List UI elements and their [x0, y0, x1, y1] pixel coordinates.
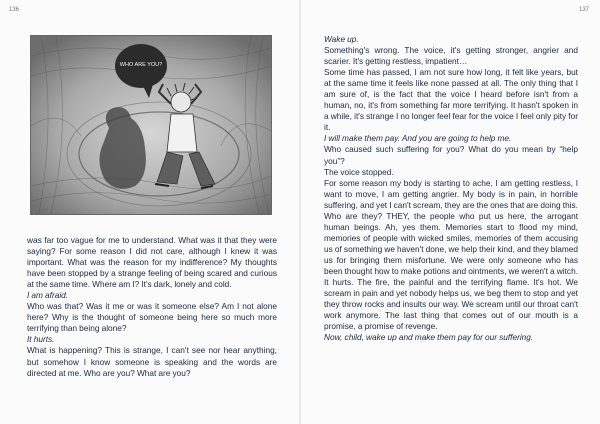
- paragraph: was far too vague for me to understand. What was it that they were saying? For some reason I did not care, although I knew it was important. What was the reason for my indifference? My thoughts have been stopped by a strange feeling of being scared and curious at the same time. Where am I? It's dark, lonely and cold.: [27, 235, 277, 290]
- right-page: [301, 0, 600, 424]
- paragraph: Something's wrong. The voice, it's getting stronger, angrier and scarier. It's getting restless, impatient…: [324, 45, 578, 67]
- paragraph-italic: Now, child, wake up and make them pay for our suffering.: [324, 332, 534, 343]
- pencil-drawing: [31, 36, 271, 214]
- paragraph: Some time has passed, I am not sure how long, it felt like years, but at the same time it feels like none passed at all. The only thing that I am sure of, is the fact that the voice I heard before isn't from a human, no, it's from something far more terrifying. It hasn't spoken in a while, it's strange I no longer feel fear for the voice I feel only pity for it.: [324, 67, 578, 133]
- paragraph: Who was that? Was it me or was it someone else? Am I not alone here? Why is the thought of someone being here so much more terrifying than being alone?: [27, 301, 277, 334]
- left-page: [0, 0, 299, 424]
- right-page-text: [324, 34, 578, 343]
- illustration: [30, 35, 272, 215]
- paragraph-italic: I am afraid.: [27, 290, 69, 301]
- paragraph-italic: Wake up.: [324, 34, 359, 44]
- page-number-left: 136: [9, 7, 20, 13]
- left-page-text: [27, 235, 277, 379]
- paragraph: What is happening? This is strange, I can't see nor hear anything, but somehow I know someone is speaking and the words are directed at me. Who are you? What are you?: [27, 345, 277, 378]
- paragraph: For some reason my body is starting to ache, I am getting restless, I want to move, I am getting angrier. My body is in pain, in horrible suffering, and yet I can't scream, they are the ones that are doing this. Who are they? THEY, the people who put us here, the arrogant human beings. Ah, yes them. Memories start to flood my mind, memories of people with wicked smiles, memories of them accusing us of something we haven't done, we help their kind, and they blamed us for bringing them misfortune. We were only someone who has been thought how to make potions and ointments, we weren't a witch. It hurts. The fire, the painful and the terrifying flame. It's hot. We scream in pain and yet nobody helps us, we beg them to stop and yet they throw rocks and insults our way. We scream until our throat can't work anymore. The last thing that comes out of our mouth is a promise, a promise of revenge.: [324, 177, 578, 332]
- paragraph-italic: It hurts.: [27, 334, 55, 345]
- paragraph: Who caused such suffering for you? What do you mean by “help you”?: [324, 144, 578, 166]
- paragraph: The voice stopped.: [324, 166, 394, 177]
- speech-bubble-text: WHO ARE YOU?: [119, 62, 163, 68]
- paragraph-italic: I will make them pay. And you are going to help me.: [324, 133, 512, 144]
- page-number-right: 137: [578, 7, 589, 13]
